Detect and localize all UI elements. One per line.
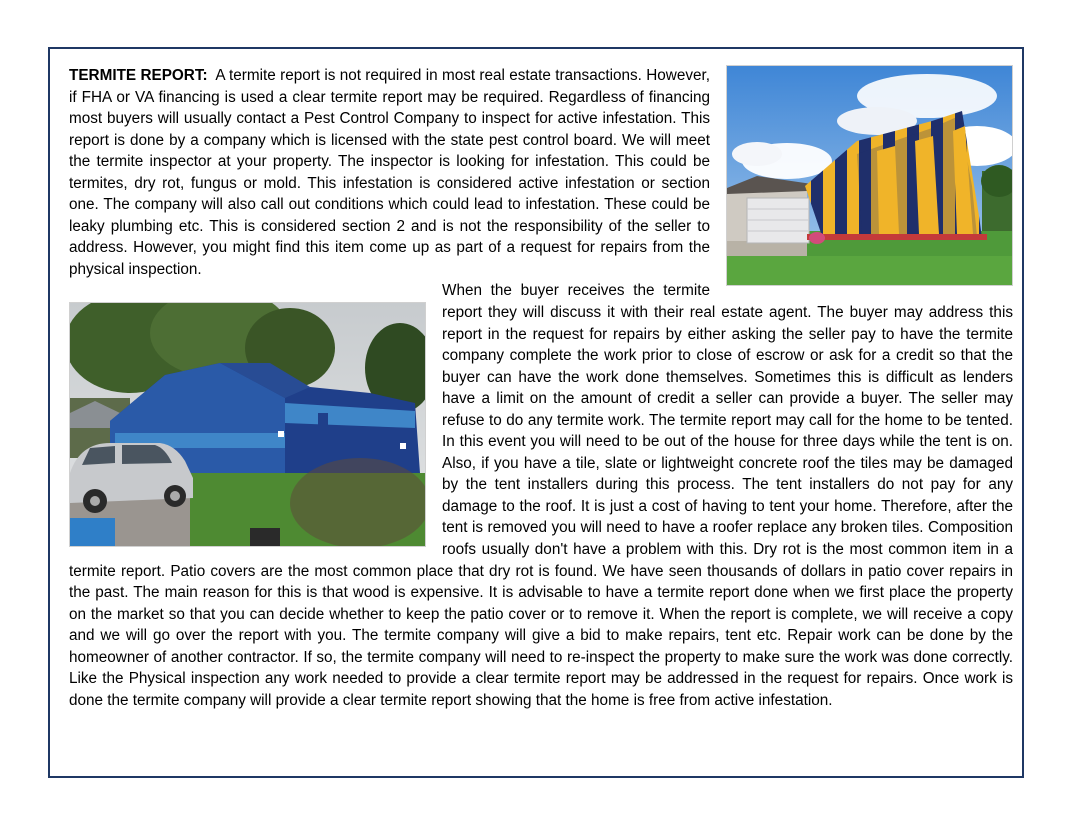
paragraph-buyer-process: When the buyer receives the termite report they will discuss it with their real estate agent. The buyer may address this report in the request for repairs by either asking the seller pay to have the termite company complete the work prior to close of escrow or ask for a credit so that the buyer can have the work done themselves. Sometimes this is difficult as lenders have a limit on the amount of credit a seller can provide a buyer. The seller may refuse to do any termite work. The termite report may call for the home to be tented. In this event you will need to be out of the house for three days while the tent is on. Also, if you have a tile, slate or lightweight concrete roof the tiles may be damaged by the tent installers during this process. The tent installers do not pay for any damage to the roof. It is just a cost of having to tent your home. Therefore, after the tent is removed you will need to have a roofer replace any broken tiles. Composition roofs usually don't have a problem with this. Dry rot is the most common item in a termite report. Patio covers are the most common place that dry rot is found. We have seen thousands of dollars in patio cover repairs in the past. The main reason for this is that wood is expensive. It is advisable to have a termite report done when we first place the property on the market so that you can decide whether to keep the patio cover or to remove it. When the report is complete, we will receive a copy and we will go over the report with you. The termite company will give a bid to make repairs, tent etc. Repair work can be done by the homeowner of another contractor. If so, the termite company will need to re-inspect the property to make sure the work was done correctly. Like the Physical inspection any work needed to provide a clear termite report may be addressed in the request for repairs. Once work is done the termite company will provide a clear termite report showing that the home is free from active infestation.	[69, 282, 1013, 709]
paragraph-intro-text: A termite report is not required in most real estate transactions. However, if FHA or VA financing is used a clear termite report may be required. Regardless of financing most buyers will usually contact a Pest Control Company to inspect for active infestation. This report is done by a company which is licensed with the state pest control board. We will meet the termite inspector at your property. The inspector is looking for infestation. This could be termites, dry rot, fungus or mold. This infestation is considered active infestation or section one. The company will also call out conditions which could lead to infestation. These could be leaky plumbing etc. This is considered section 2 and is not the responsibility of the seller to address. However, you might find this item come up as part of a request for repairs from the physical inspection.	[69, 67, 710, 278]
tented-house-photo-yellow-blue	[726, 65, 1013, 286]
termite-report-heading: TERMITE REPORT:	[69, 67, 208, 84]
tented-house-photo-blue-with-car	[69, 302, 426, 547]
page-border-frame	[48, 47, 1024, 778]
report-content	[69, 65, 1013, 711]
